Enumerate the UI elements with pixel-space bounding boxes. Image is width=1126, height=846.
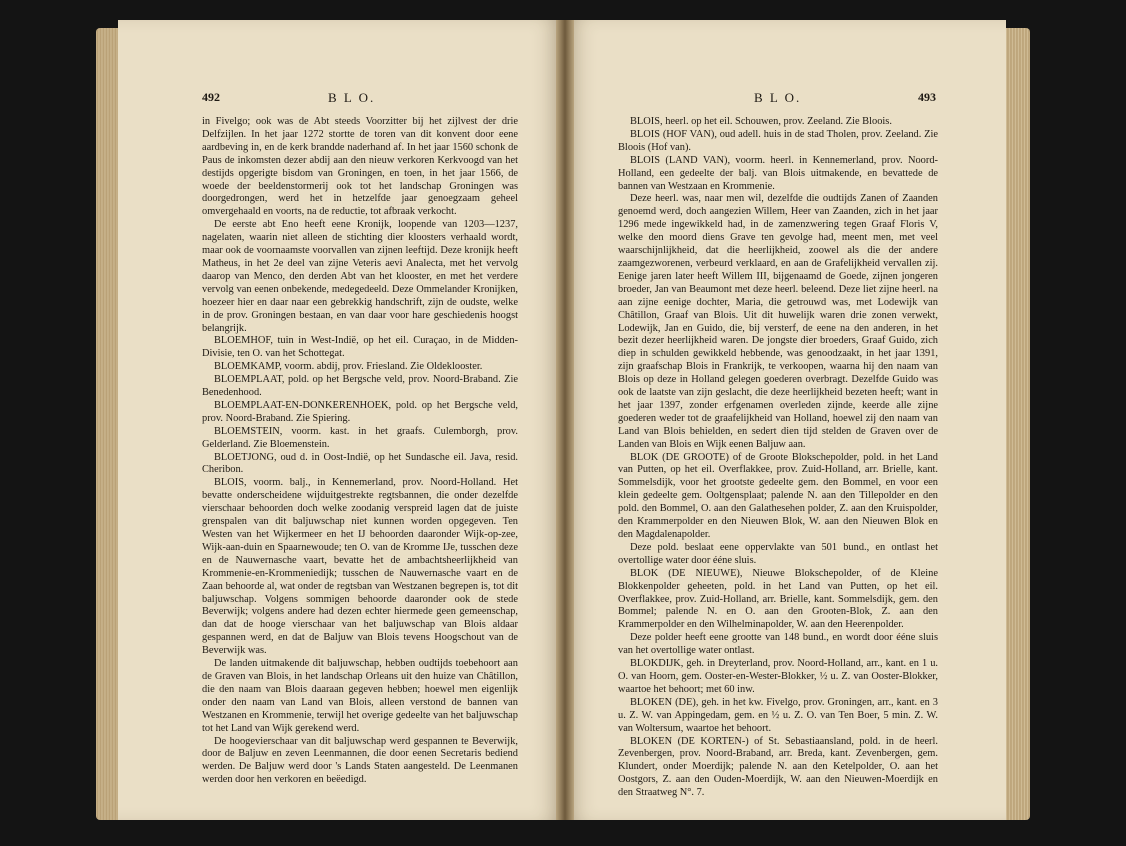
left-page: [118, 20, 562, 820]
page-number: 493: [918, 90, 936, 104]
entry: BLOEMSTEIN, voorm. kast. in het graafs. Culemborgh, prov. Gelderland. Zie Bloemenstein.: [202, 425, 518, 450]
entry: BLOK (DE GROOTE) of de Groote Blokschepolder, pold. in het Land van Putten, op het eil. Overflakkee, prov. Zuid-Holland, arr. Brielle, kant. Sommelsdijk, voor het grootste gedeelte gem. den Bommel, en voor een klein gedeelte gem. Ooltgensplaat; palende N. aan den Tillepolder en den pold. den Bommel, O. aan den Galathesehen polder, Z. aan den Kruispolder, den Krammerpolder en den Nieuwen Blok, W. aan den Nieuwen Blok en den Magdalenapolder.: [618, 451, 938, 540]
running-head: B L O.: [754, 90, 802, 105]
entry: BLOIS (LAND VAN), voorm. heerl. in Kennemerland, prov. Noord-Holland, een gedeelte der balj. van Blois uitmakende, en bevattede de bannen van Westzaan en Krommenie.: [618, 154, 938, 192]
paragraph: De landen uitmakende dit baljuwschap, hebben oudtijds toebehoort aan de Graven van Blois, in het landschap Orleans uit den huize van Châtillon, die den naam van Blois daaraan gegeven hebben; hoewel men eigenlijk onder den naam van Land van Blois, alleen verstond de bannen van Westzanen en Krommenie, terwijl het overige gedeelte van het baljuwschap tot het Land van Wijk gerekend werd.: [202, 658, 518, 734]
entry: BLOKDIJK, geh. in Dreyterland, prov. Noord-Holland, arr., kant. en 1 u. O. van Hoorn, gem. Ooster-en-Wester-Blokker, ½ u. Z. van Ooster-Blokker, waartoe het behoort; met 60 inw.: [618, 658, 938, 695]
running-head: B L O.: [328, 90, 376, 105]
entry: BLOK (DE NIEUWE), Nieuwe Blokschepolder, of de Kleine Blokkenpolder geheeten, pold. in het Land van Putten, op het eil. Overflakkee, prov. Zuid-Holland, arr. Brielle, kant. Sommelsdijk, gem. den Bommel; palende N. en O. aan den Grooten-Blok, Z. aan den Krammerpolder en den Wilhelminapolder, W. aan den Heerenpolder.: [618, 567, 938, 631]
right-page: [566, 20, 1006, 820]
paragraph: in Fivelgo; ook was de Abt steeds Voorzitter bij het zijlvest der drie Delfzijlen. In het jaar 1272 stortte de toren van dit konvent door eene aardbeving in, en de kerk brandde naderhand af. In het jaar 1560 schonk de Paus de inkomsten dezer abdij aan den nieuw verkoren Kerkvoogd van het destijds opgerigte bisdom van Groningen, en toen, in het jaar 1566, de woede der beeldenstormerij ook tot het landschap Groningen was doorgedrongen, werd het in hetzelfde jaar genoegzaam geheel omvergehaald en voorts, na de reductie, tot afbraak verkocht.: [202, 116, 518, 218]
book-gutter: [556, 20, 574, 820]
paragraph: Deze polder heeft eene grootte van 148 bund., en wordt door ééne sluis van het overtollige water ontlast.: [618, 632, 938, 657]
entry: BLOKEN (DE KORTEN-) of St. Sebastiaansland, pold. in de heerl. Zevenbergen, prov. Noord-Braband, arr. Breda, kant. Zevenbergen, gem. Klundert, onder Moerdijk; palende N. aan den Ketelpolder, O. aan het Oostgors, Z. aan den Ouden-Moerdijk, W. aan den Nieuwen-Moerdijk en den Straatweg N°. 7.: [618, 735, 938, 799]
paragraph: Deze pold. beslaat eene oppervlakte van 501 bund., en ontlast het overtollige water door ééne sluis.: [618, 541, 938, 566]
entry: BLOIS (HOF VAN), oud adell. huis in de stad Tholen, prov. Zeeland. Zie Bloois (Hof van).: [618, 128, 938, 153]
entry: BLOEMPLAAT-EN-DONKERENHOEK, pold. op het Bergsche veld, prov. Noord-Braband. Zie Spiering.: [202, 399, 518, 424]
page-number: 492: [202, 90, 220, 104]
left-page-text: [202, 116, 518, 787]
entry: BLOKEN (DE), geh. in het kw. Fivelgo, prov. Groningen, arr., kant. en 3 u. Z. W. van Appingedam, gem. en ½ u. Z. O. van Ten Boer, 5 min. Z. W. van Woltersum, waartoe het behoort.: [618, 696, 938, 734]
paragraph: Deze heerl. was, naar men wil, dezelfde die oudtijds Zanen of Zaanden genoemd werd, doch aangezien Willem, Heer van Zaanden, zich in het jaar 1296 mede ingewikkeld had, in de zamenzwering tegen Graaf Floris V, welke den moord diens Grave ten gevolge had, meent men, met veel waarschijnlijkheid, dat die heerlijkheid, zoowel als die der andere zaamgezworenen, verbeurd verklaard, en aan de Grafelijkheid vervallen zij. Eenige jaren later heeft Willem III, bijgenaamd de Goede, zijnen jongeren broeder, Jan van Beaumont met deze heerl. beleend. Deze liet zijne heerl. na aan zijne eenige dochter, Maria, die getrouwd was, met Lodewijk van Châtillon, Graaf van Blois. Uit dit huwelijk waren drie zonen verwekt, Lodewijk, Jan en Guido, die, bij versterf, de eene na den anderen, in het bezit dezer heerlijkheid waren. De jongste dier broeders, Graaf Guido, zich diep in schulden gewikkeld hebbende, was genoodzaakt, in het jaar 1391, zijn graafschap Blois in Frankrijk, te verkoopen, waarna hij den naam van Blois op deze in Holland gelegen goederen overbragt. Dezelfde Guido was ook de laatste van zijn geslacht, die deze heerlijkheid bezeten heeft; want in het jaar 1397, zonder erfgenamen overleden zijnde, keerde alle zijne goederen weder tot de graafelijkheid van Holland, hoewel zij den naam van Land van Blois behielden, en sedert dien tijd stelden de Graven over de Landen van Blois en Wijk eenen Baljuw aan.: [618, 193, 938, 450]
entry: BLOIS, heerl. op het eil. Schouwen, prov. Zeeland. Zie Bloois.: [630, 116, 892, 127]
right-page-text: [618, 116, 938, 800]
paragraph: De hoogevierschaar van dit baljuwschap werd gespannen te Beverwijk, door de Baljuw en zeven Leenmannen, die door eenen Secretaris bediend werden. De Baljuw werd door 's Lands Staten aangesteld. De Leenmanen werden door hen verkoren en beëedigd.: [202, 735, 518, 786]
entry: BLOIS, voorm. balj., in Kennemerland, prov. Noord-Holland. Het bevatte onderscheidene wijduitgestrekte regtsbannen, die onder dezelfde vierschaar behoorden doch welke zoodanig verspreid lagen dat de juiste grenspalen van dit baljuwschap niet kunnen worden opgegeven. Ten Westen van het Wijkermeer en het IJ behoorden daaronder Wijk-op-zee, Wijk-aan-duin en Spaarnewoude; ten O. van de Kromme IJe, tusschen deze en de Nauwernasche vaart, bevatte het de ambachtsheerlijkheid van Krommenie-en-Krommeniedijk; tusschen de Nauwernasche vaart en de Zaan behoorde al, wat onder de regtsban van Westzanen begrepen is, tot dit baljuwschap. Volgens sommigen behoorde daaronder ook de stede Beverwijk; volgens andere had dezen echter hiermede geen gemeenschap, dan dat de hooge vierschaar van het baljuwschap van Blois aldaar gespannen werd, en dat de Baljuw van Blois tevens Hoogschout van de Beverwijk was.: [202, 477, 518, 657]
entry: BLOEMKAMP, voorm. abdij, prov. Friesland. Zie Oldeklooster.: [214, 361, 483, 373]
entry: BLOEMHOF, tuin in West-Indië, op het eil. Curaçao, in de Midden-Divisie, ten O. van het Schottegat.: [202, 335, 518, 360]
entry: BLOEMPLAAT, pold. op het Bergsche veld, prov. Noord-Braband. Zie Benedenhood.: [202, 374, 518, 399]
paragraph: De eerste abt Eno heeft eene Kronijk, loopende van 1203—1237, nagelaten, waarin niet alleen de stichting dier kloosters verhaald wordt, maar ook de voornaamste voorvallen van zijnen leeftijd. Deze kronijk heeft Matheus, in het 2e deel van zijne Veteris aevi Analecta, met het vervolg daarop van Menco, den derden Abt van het klooster, en met het verdere vervolg van eenen onbekende, medegedeeld. Deze Ommelander Kronijken, hoezeer hier en daar naar een gebrekkig handschrift, zijn de oudste, welke in de prov. Groningen bestaan, en van daar voor hare geschiedenis hoogst belangrijk.: [202, 219, 518, 334]
entry: BLOETJONG, oud d. in Oost-Indië, op het Sundasche eil. Java, resid. Cheribon.: [202, 451, 518, 476]
